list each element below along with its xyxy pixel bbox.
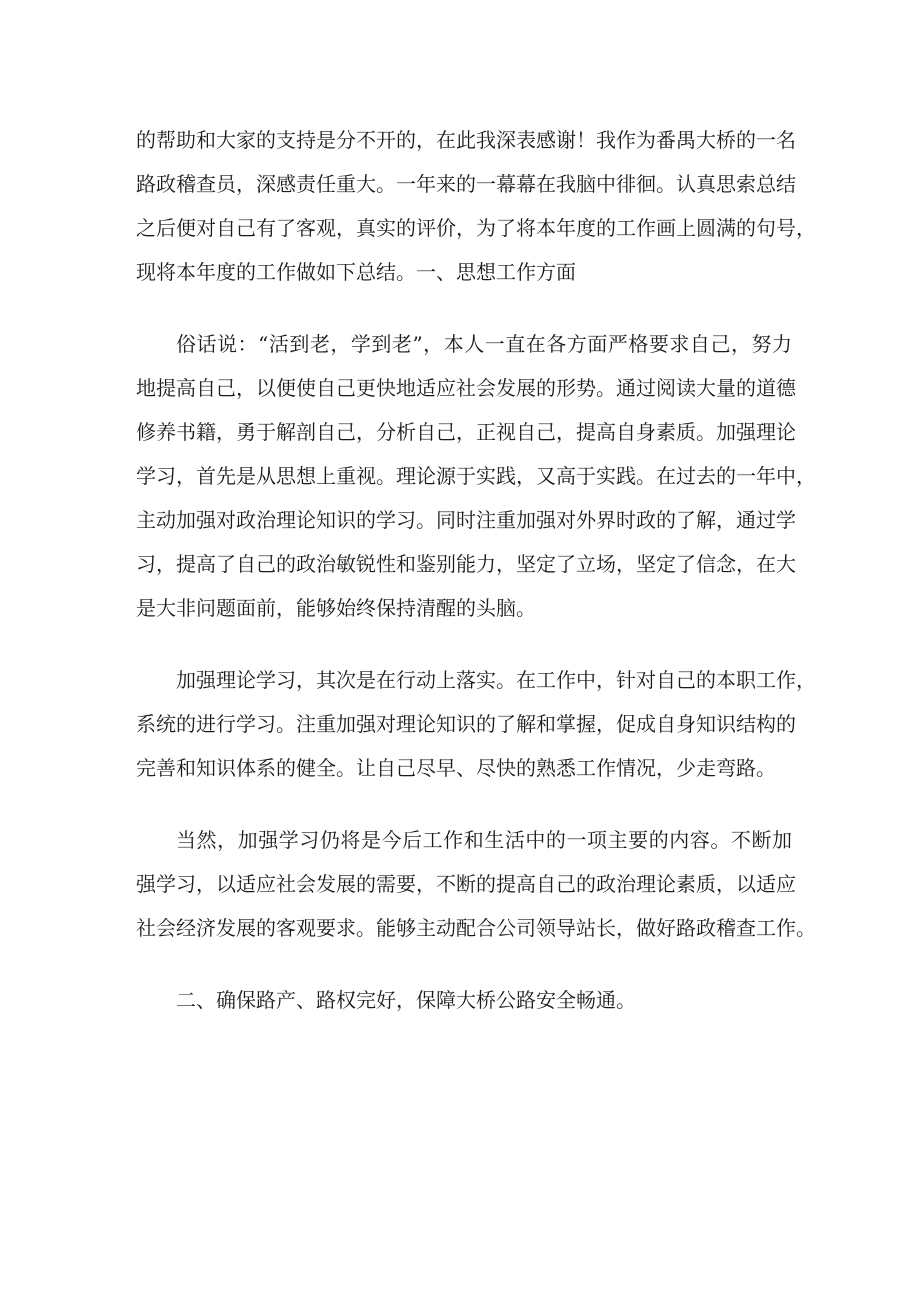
- text-line: 是大非问题面前，能够始终保持清醒的头脑。: [136, 596, 536, 620]
- text-line: 路政稽查员，深感责任重大。一年来的一幕幕在我脑中徘徊。认真思索总结: [136, 172, 796, 196]
- text-line: 主动加强对政治理论知识的学习。同时注重加强对外界时政的了解，通过学: [136, 508, 796, 532]
- text-line: 的帮助和大家的支持是分不开的，在此我深表感谢！我作为番禺大桥的一名: [136, 128, 796, 152]
- text-line: 俗话说：“活到老，学到老”，本人一直在各方面严格要求自己，努力: [176, 332, 792, 356]
- text-line: 完善和知识体系的健全。让自己尽早、尽快的熟悉工作情况，少走弯路。: [136, 756, 776, 780]
- text-line: 学习，首先是从思想上重视。理论源于实践，又高于实践。在过去的一年中，: [136, 464, 816, 488]
- paragraph-1: [136, 118, 816, 294]
- text-line: 地提高自己，以便使自己更快地适应社会发展的形势。通过阅读大量的道德: [136, 376, 796, 400]
- text-line: 二、确保路产、路权完好，保障大桥公路安全畅通。: [176, 988, 636, 1012]
- paragraph-4: [136, 818, 816, 950]
- section-heading-2: [136, 978, 792, 1022]
- text-line: 强学习，以适应社会发展的需要，不断的提高自己的政治理论素质，以适应: [136, 872, 796, 896]
- text-line: 社会经济发展的客观要求。能够主动配合公司领导站长，做好路政稽查工作。: [136, 916, 816, 940]
- text-line: 现将本年度的工作做如下总结。一、思想工作方面: [136, 260, 576, 284]
- text-line: 修养书籍，勇于解剖自己，分析自己，正视自己，提高自身素质。加强理论: [136, 420, 796, 444]
- document-body: [136, 118, 816, 1050]
- text-line: 习，提高了自己的政治敏锐性和鉴别能力，坚定了立场，坚定了信念，在大: [136, 552, 796, 576]
- text-line: 当然，加强学习仍将是今后工作和生活中的一项主要的内容。不断加: [176, 828, 792, 852]
- text-line: 加强理论学习，其次是在行动上落实。在工作中，针对自己的本职工作，: [176, 668, 816, 692]
- paragraph-2: [136, 322, 816, 630]
- text-line: 系统的进行学习。注重加强对理论知识的了解和掌握，促成自身知识结构的: [136, 712, 796, 736]
- text-line: 之后便对自己有了客观，真实的评价，为了将本年度的工作画上圆满的句号，: [136, 216, 816, 240]
- paragraph-3: [136, 658, 816, 790]
